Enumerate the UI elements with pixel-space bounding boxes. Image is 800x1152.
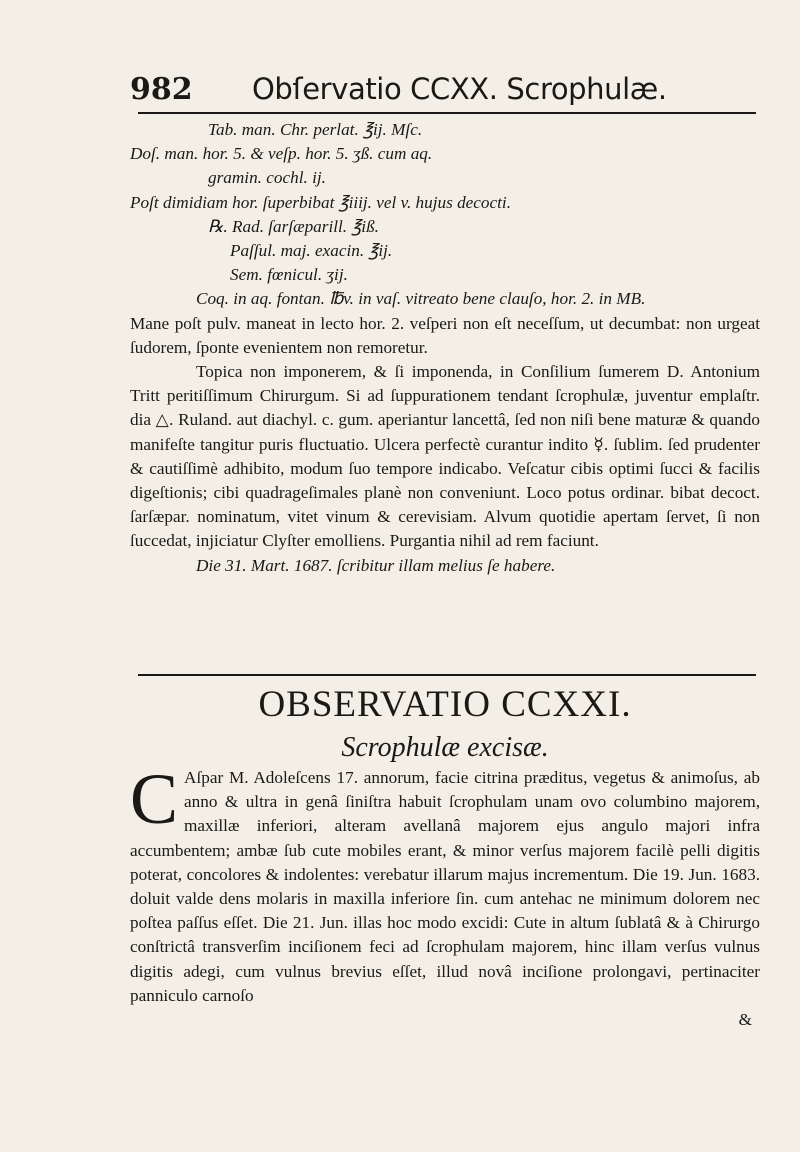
prescription-line: Paſſul. maj. exacin. ℥ij. [230,241,393,261]
prescription-line: Poſt dimidiam hor. ſuperbibat ℥iiij. vel v. hujus decocti. [130,192,512,212]
running-header [130,72,740,107]
drop-capital: C [130,759,179,839]
prescription-line: Tab. man. Chr. perlat. ℥ij. Mſc. [208,120,423,139]
prescription-line: gramin. cochl. ij. [208,168,326,188]
running-title: Obſervatio CCXX. Scrophulæ. [252,72,667,106]
section-rule [138,674,756,676]
prescription-line: ℞. Rad. ſarſæparill. ℥iß. [208,216,379,236]
observation-subtitle: Scrophulæ excisæ. [341,732,549,763]
catchword: & [738,1010,752,1030]
prescription-line: Coq. in aq. fontan. ℔v. in vaſ. vitreato bene clauſo, hor. 2. in MB. [196,289,646,309]
date-line: Die 31. Mart. 1687. ſcribitur illam melius ſe habere. [196,555,556,575]
header-rule [138,112,756,114]
paragraph: Topica non imponerem, & ſi imponenda, in Conſilium ſumerem D. Antonium Tritt peritiſſimum Chirurgum. Si ad ſuppurationem tendant ſcrophulæ, juventur emplaſtr. dia △. Ruland. aut diachyl. c. gum. aperiantur lancettâ, ſed non niſi bene maturæ & quando manifeſte tangitur puris fluctuatio. Ulcera perfectè curantur indito ☿. ſublim. ſed prudenter & cautiſſimè adhibito, modum ſuo tempore indicabo. Veſcatur cibis optimi ſucci & facilis digeſtionis; cibi quadrageſimales planè non conveniunt. Loco potus ordinar. bibat decoct. ſarſæpar. nominatum, vitet vinum & cerevisiam. Alvum quotidie apertam ſervet, ſi non ſuccedat, injiciatur Clyſter emolliens. Purgantia nihil ad rem faciunt. [130,362,760,551]
prescription-line: Sem. fœnicul. ʒij. [230,265,348,285]
paragraph: Mane poſt pulv. maneat in lecto hor. 2. veſperi non eſt neceſſum, ut decumbat: non urgeat ſudorem, ſponte evenientem non remoretur. [130,313,760,357]
observation-220-continuation [130,118,760,578]
observation-title: OBSERVATIO CCXXI. [258,684,632,725]
observation-221-body [130,759,760,1032]
paragraph: Aſpar M. Adoleſcens 17. annorum, facie citrina præditus, vegetus & animoſus, ab anno & ultra in genâ ſiniſtra habuit ſcrophulam unam ovo columbino majorem, maxillæ inferiori, alteram avellanâ majorem ejus angulo majori infra accumbentem; ambæ ſub cute mobiles erant, & minor verſus majorem facilè pelli digitis poterat, concolores & indolentes: verebatur illarum majus incrementum. Die 19. Jun. 1683. doluit valde dens molaris in maxilla inferiore ſin. cum antehac ne minimum dolorem nec poſtea paſſus eſſet. Die 21. Jun. illas hoc modo excidi: Cute in altum ſublatâ & à Chirurgo conſtrictâ transverſim inciſionem feci ad ſcrophulam majorem, hinc illam verſus vulnus digitis adegi, cum vulnus brevius eſſet, illud novâ inciſione prolongavi, pertinaciter panniculo carnoſo [130,768,760,1005]
prescription-line: Doſ. man. hor. 5. & veſp. hor. 5. ʒß. cum aq. [130,144,433,164]
page-number: 982 [130,72,193,107]
